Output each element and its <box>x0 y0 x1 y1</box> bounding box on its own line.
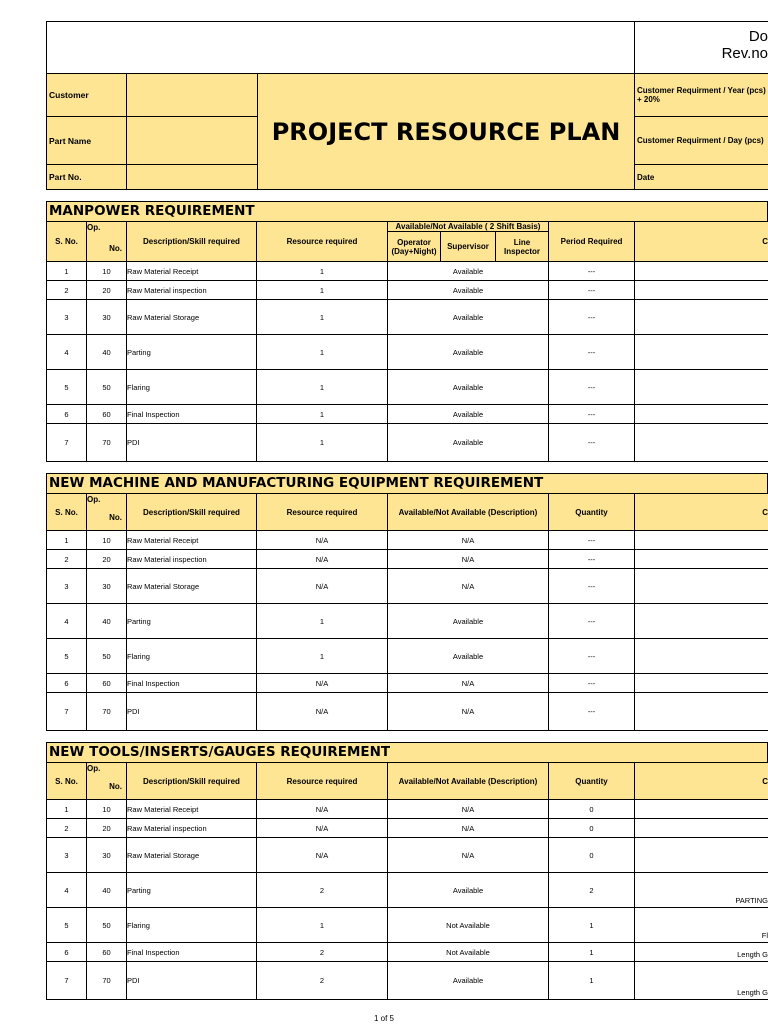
customer-req-day-label: Customer Requirment / Day (pcs) <box>635 117 768 165</box>
cell-quantity: 0 <box>549 800 635 819</box>
cell-resource: 1 <box>257 604 388 639</box>
cell-op: 50 <box>87 370 127 405</box>
col-sno: S. No. <box>47 763 87 800</box>
cell-avail: Available <box>388 639 549 674</box>
customer-label: Customer <box>47 74 127 117</box>
cell-sno: 3 <box>47 569 87 604</box>
cell-quantity: 0 <box>549 838 635 873</box>
table-row <box>47 405 768 424</box>
cell-sno: 7 <box>47 962 87 1000</box>
cell-op: 40 <box>87 335 127 370</box>
cell-op: 70 <box>87 693 127 731</box>
cell-resource: N/A <box>257 800 388 819</box>
cell-resource: 1 <box>257 335 388 370</box>
cell-extra <box>635 405 768 424</box>
cell-desc: Flaring <box>127 639 257 674</box>
cell-extra <box>635 838 768 873</box>
cell-sno: 1 <box>47 531 87 550</box>
cell-desc: Raw Material inspection <box>127 550 257 569</box>
col-avail-group: Available/Not Available ( 2 Shift Basis) <box>388 222 549 232</box>
part-no-label: Part No. <box>47 165 127 190</box>
cell-extra <box>635 674 768 693</box>
table-row <box>47 819 768 838</box>
cell-resource: 1 <box>257 405 388 424</box>
cell-op: 70 <box>87 962 127 1000</box>
cell-desc: Raw Material inspection <box>127 819 257 838</box>
cell-extra <box>635 300 768 335</box>
cell-sno: 5 <box>47 639 87 674</box>
col-supervisor: Supervisor <box>441 232 496 262</box>
resource-plan-sheet <box>46 21 768 1000</box>
cell-sno: 2 <box>47 550 87 569</box>
cell-quantity: --- <box>549 569 635 604</box>
machine-rows <box>47 531 768 731</box>
cell-extra <box>635 335 768 370</box>
cell-op: 20 <box>87 550 127 569</box>
cell-extra <box>635 569 768 604</box>
manpower-table <box>46 221 768 462</box>
rev-label: Rev.no <box>721 45 768 62</box>
cell-quantity: 0 <box>549 819 635 838</box>
cell-desc: Parting <box>127 873 257 908</box>
cell-op: 30 <box>87 838 127 873</box>
cell-sno: 1 <box>47 800 87 819</box>
doc-info-cell <box>635 22 768 74</box>
cell-desc: Parting <box>127 335 257 370</box>
cell-extra: Length G <box>635 962 768 1000</box>
cell-desc: Raw Material Storage <box>127 838 257 873</box>
col-line-inspector: Line Inspector <box>496 232 549 262</box>
part-name-value[interactable] <box>127 117 258 165</box>
cell-sno: 6 <box>47 674 87 693</box>
cell-sno: 2 <box>47 819 87 838</box>
cell-extra <box>635 639 768 674</box>
col-last: C <box>635 222 768 262</box>
cell-avail: Not Available <box>388 908 549 943</box>
cell-sno: 7 <box>47 424 87 462</box>
cell-resource: 1 <box>257 908 388 943</box>
table-row <box>47 943 768 962</box>
page-title: PROJECT RESOURCE PLAN <box>258 74 635 190</box>
cell-resource: N/A <box>257 838 388 873</box>
cell-sno: 1 <box>47 262 87 281</box>
cell-extra <box>635 800 768 819</box>
col-op-no <box>87 222 127 262</box>
cell-resource: N/A <box>257 693 388 731</box>
cell-quantity: --- <box>549 693 635 731</box>
cell-avail: Available <box>388 604 549 639</box>
cell-op: 60 <box>87 405 127 424</box>
col-no-label: No. <box>109 513 122 522</box>
cell-avail: Available <box>388 424 549 462</box>
cell-op: 30 <box>87 300 127 335</box>
cell-resource: N/A <box>257 531 388 550</box>
cell-quantity: --- <box>549 604 635 639</box>
cell-desc: Raw Material Receipt <box>127 800 257 819</box>
col-avail: Available/Not Available (Description) <box>388 494 549 531</box>
cell-desc: Raw Material Storage <box>127 300 257 335</box>
cell-quantity: --- <box>549 550 635 569</box>
cell-period: --- <box>549 370 635 405</box>
cell-avail: N/A <box>388 569 549 604</box>
cell-desc: Final Inspection <box>127 405 257 424</box>
col-sno: S. No. <box>47 222 87 262</box>
cell-op: 60 <box>87 674 127 693</box>
col-resource: Resource required <box>257 763 388 800</box>
table-row <box>47 639 768 674</box>
cell-op: 10 <box>87 531 127 550</box>
col-period: Period Required <box>549 222 635 262</box>
cell-avail: Not Available <box>388 943 549 962</box>
cell-avail: N/A <box>388 693 549 731</box>
cell-avail: Available <box>388 962 549 1000</box>
cell-avail: N/A <box>388 674 549 693</box>
cell-sno: 7 <box>47 693 87 731</box>
cell-period: --- <box>549 405 635 424</box>
cell-op: 60 <box>87 943 127 962</box>
col-operator: Operator (Day+Night) <box>388 232 441 262</box>
cell-quantity: --- <box>549 639 635 674</box>
cell-extra <box>635 370 768 405</box>
cell-resource: 1 <box>257 370 388 405</box>
col-no-label: No. <box>109 244 122 253</box>
cell-desc: Parting <box>127 604 257 639</box>
cell-resource: 1 <box>257 300 388 335</box>
manpower-section-title: MANPOWER REQUIREMENT <box>46 201 768 221</box>
col-desc: Description/Skill required <box>127 222 257 262</box>
col-avail: Available/Not Available (Description) <box>388 763 549 800</box>
cell-desc: PDI <box>127 693 257 731</box>
cell-resource: 2 <box>257 943 388 962</box>
col-no-label: No. <box>109 782 122 791</box>
cell-op: 70 <box>87 424 127 462</box>
cell-resource: 1 <box>257 424 388 462</box>
cell-period: --- <box>549 300 635 335</box>
cell-extra: Length G <box>635 943 768 962</box>
table-row <box>47 962 768 1000</box>
table-row <box>47 335 768 370</box>
tools-table <box>46 762 768 1000</box>
cell-desc: Flaring <box>127 370 257 405</box>
table-row <box>47 550 768 569</box>
col-desc: Description/Skill required <box>127 494 257 531</box>
cell-quantity: 1 <box>549 962 635 1000</box>
cell-avail: N/A <box>388 819 549 838</box>
cell-quantity: --- <box>549 674 635 693</box>
table-row <box>47 674 768 693</box>
cell-resource: 2 <box>257 962 388 1000</box>
customer-value[interactable] <box>127 74 258 117</box>
cell-sno: 3 <box>47 300 87 335</box>
col-sno: S. No. <box>47 494 87 531</box>
part-name-label: Part Name <box>47 117 127 165</box>
cell-op: 30 <box>87 569 127 604</box>
cell-sno: 6 <box>47 943 87 962</box>
table-row <box>47 281 768 300</box>
col-resource: Resource required <box>257 222 388 262</box>
cell-op: 10 <box>87 800 127 819</box>
cell-avail: Available <box>388 300 549 335</box>
cell-resource: 1 <box>257 639 388 674</box>
col-quantity: Quantity <box>549 494 635 531</box>
cell-quantity: 1 <box>549 943 635 962</box>
cell-op: 50 <box>87 639 127 674</box>
cell-avail: Available <box>388 262 549 281</box>
cell-resource: 1 <box>257 281 388 300</box>
cell-op: 40 <box>87 873 127 908</box>
table-row <box>47 873 768 908</box>
table-row <box>47 424 768 462</box>
cell-avail: N/A <box>388 531 549 550</box>
page-number: 1 of 5 <box>373 1014 394 1023</box>
cell-sno: 3 <box>47 838 87 873</box>
cell-sno: 4 <box>47 335 87 370</box>
cell-avail: Available <box>388 405 549 424</box>
cell-quantity: --- <box>549 531 635 550</box>
cell-resource: 2 <box>257 873 388 908</box>
cell-period: --- <box>549 281 635 300</box>
cell-desc: Final Inspection <box>127 943 257 962</box>
cell-resource: N/A <box>257 819 388 838</box>
cell-extra <box>635 424 768 462</box>
cell-extra <box>635 262 768 281</box>
cell-desc: Raw Material Receipt <box>127 262 257 281</box>
cell-resource: 1 <box>257 262 388 281</box>
col-op-label: Op. <box>87 764 101 773</box>
header-table <box>46 21 768 190</box>
cell-resource: N/A <box>257 674 388 693</box>
table-row <box>47 693 768 731</box>
doc-label: Do <box>748 28 768 45</box>
customer-req-year-label: Customer Requirment / Year (pcs) + 20% <box>635 74 768 117</box>
cell-avail: Available <box>388 370 549 405</box>
cell-desc: Final Inspection <box>127 674 257 693</box>
cell-sno: 5 <box>47 370 87 405</box>
col-last: C <box>635 763 768 800</box>
cell-sno: 4 <box>47 604 87 639</box>
cell-extra <box>635 550 768 569</box>
col-op-no <box>87 494 127 531</box>
col-op-label: Op. <box>87 223 101 232</box>
cell-avail: N/A <box>388 550 549 569</box>
col-resource: Resource required <box>257 494 388 531</box>
cell-resource: N/A <box>257 569 388 604</box>
cell-sno: 2 <box>47 281 87 300</box>
table-row <box>47 569 768 604</box>
table-row <box>47 262 768 281</box>
table-row <box>47 908 768 943</box>
cell-desc: Raw Material Storage <box>127 569 257 604</box>
col-op-label: Op. <box>87 495 101 504</box>
machine-table <box>46 493 768 731</box>
cell-sno: 4 <box>47 873 87 908</box>
cell-period: --- <box>549 335 635 370</box>
part-no-value[interactable] <box>127 165 258 190</box>
table-row <box>47 800 768 819</box>
cell-desc: PDI <box>127 962 257 1000</box>
cell-extra <box>635 693 768 731</box>
machine-section-title: NEW MACHINE AND MANUFACTURING EQUIPMENT REQUIREMENT <box>46 473 768 493</box>
cell-quantity: 1 <box>549 908 635 943</box>
table-row <box>47 300 768 335</box>
cell-desc: Raw Material Receipt <box>127 531 257 550</box>
cell-extra <box>635 604 768 639</box>
header-blank-cell <box>47 22 635 74</box>
cell-op: 50 <box>87 908 127 943</box>
cell-extra: PARTING <box>635 873 768 908</box>
date-label: Date <box>635 165 768 190</box>
cell-sno: 5 <box>47 908 87 943</box>
cell-avail: Available <box>388 873 549 908</box>
cell-op: 40 <box>87 604 127 639</box>
cell-extra <box>635 531 768 550</box>
cell-resource: N/A <box>257 550 388 569</box>
cell-desc: Flaring <box>127 908 257 943</box>
cell-period: --- <box>549 424 635 462</box>
table-row <box>47 531 768 550</box>
cell-op: 10 <box>87 262 127 281</box>
cell-op: 20 <box>87 819 127 838</box>
cell-extra: Fl <box>635 908 768 943</box>
cell-avail: N/A <box>388 800 549 819</box>
cell-quantity: 2 <box>549 873 635 908</box>
tools-rows <box>47 800 768 1000</box>
cell-avail: N/A <box>388 838 549 873</box>
manpower-rows <box>47 262 768 462</box>
cell-desc: PDI <box>127 424 257 462</box>
cell-period: --- <box>549 262 635 281</box>
table-row <box>47 370 768 405</box>
cell-extra <box>635 281 768 300</box>
col-op-no <box>87 763 127 800</box>
table-row <box>47 604 768 639</box>
col-last: C <box>635 494 768 531</box>
table-row <box>47 838 768 873</box>
cell-avail: Available <box>388 335 549 370</box>
col-quantity: Quantity <box>549 763 635 800</box>
cell-op: 20 <box>87 281 127 300</box>
cell-avail: Available <box>388 281 549 300</box>
cell-desc: Raw Material inspection <box>127 281 257 300</box>
cell-extra <box>635 819 768 838</box>
cell-sno: 6 <box>47 405 87 424</box>
col-desc: Description/Skill required <box>127 763 257 800</box>
tools-section-title: NEW TOOLS/INSERTS/GAUGES REQUIREMENT <box>46 742 768 762</box>
